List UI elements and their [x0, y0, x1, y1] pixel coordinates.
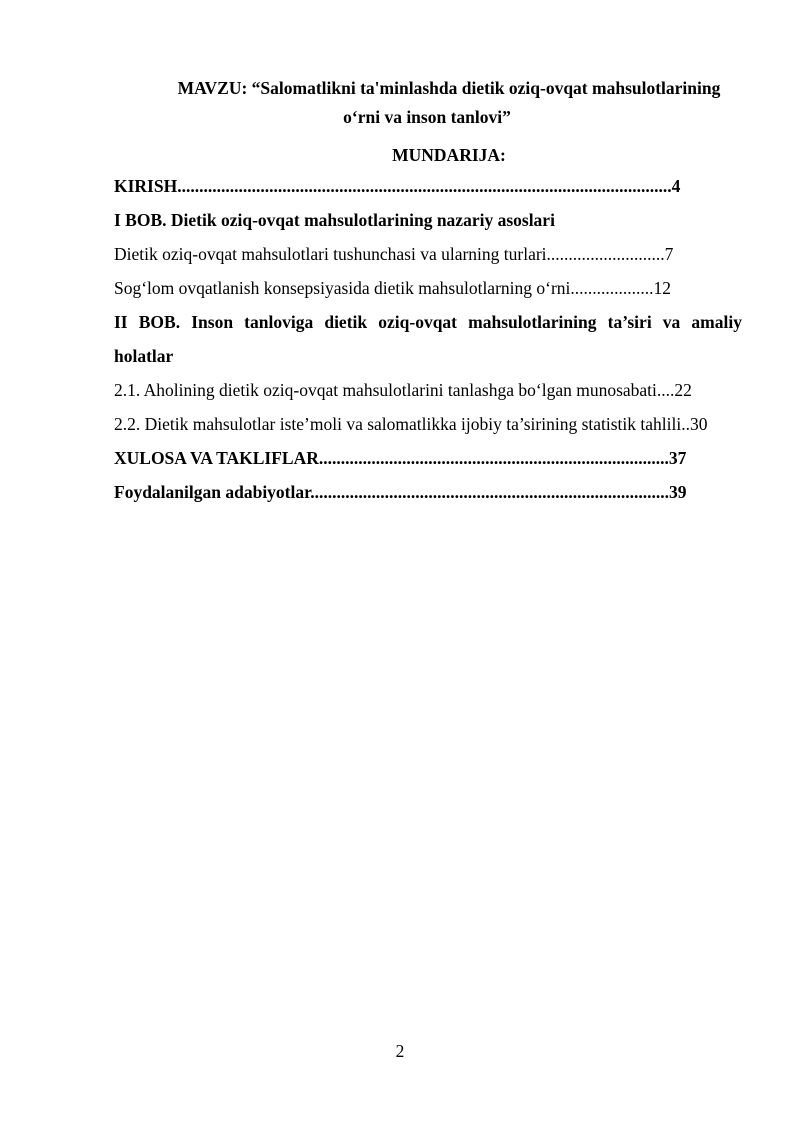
- toc-entry-section-1-2: Sog‘lom ovqatlanish konsepsiyasida dietik mahsulotlarning o‘rni...................12: [114, 278, 672, 298]
- toc-entry-section-2-1: 2.1. Aholining dietik oziq-ovqat mahsulotlarini tanlashga bo‘lgan munosabati....22: [114, 380, 692, 400]
- table-of-contents: [114, 169, 742, 509]
- document-title: [112, 74, 742, 132]
- title-line-1: MAVZU: “Salomatlikni ta'minlashda dietik oziq-ovqat mahsulotlarining: [177, 78, 721, 98]
- toc-entry-chapter-1: I BOB. Dietik oziq-ovqat mahsulotlarining nazariy asoslari: [114, 210, 555, 230]
- toc-entry-introduction: KIRISH.................................................................................................................4: [114, 176, 681, 196]
- toc-entry-section-2-2: 2.2. Dietik mahsulotlar iste’moli va salomatlikka ijobiy ta’sirining statistik tahlili..30: [114, 414, 708, 434]
- contents-heading: MUNDARIJA:: [392, 145, 506, 165]
- toc-entry-section-1-1: Dietik oziq-ovqat mahsulotlari tushunchasi va ularning turlari...........................7: [114, 244, 674, 264]
- title-line-2: o‘rni va inson tanlovi”: [343, 107, 511, 127]
- toc-entry-references: Foydalanilgan adabiyotlar..................................................................................39: [114, 482, 687, 502]
- page-number: 2: [395, 1041, 405, 1061]
- toc-entry-chapter-2: II BOB. Inson tanloviga dietik oziq-ovqat mahsulotlarining ta’siri va amaliy holatlar: [114, 312, 742, 366]
- toc-entry-conclusion: XULOSA VA TAKLIFLAR................................................................................37: [114, 448, 687, 468]
